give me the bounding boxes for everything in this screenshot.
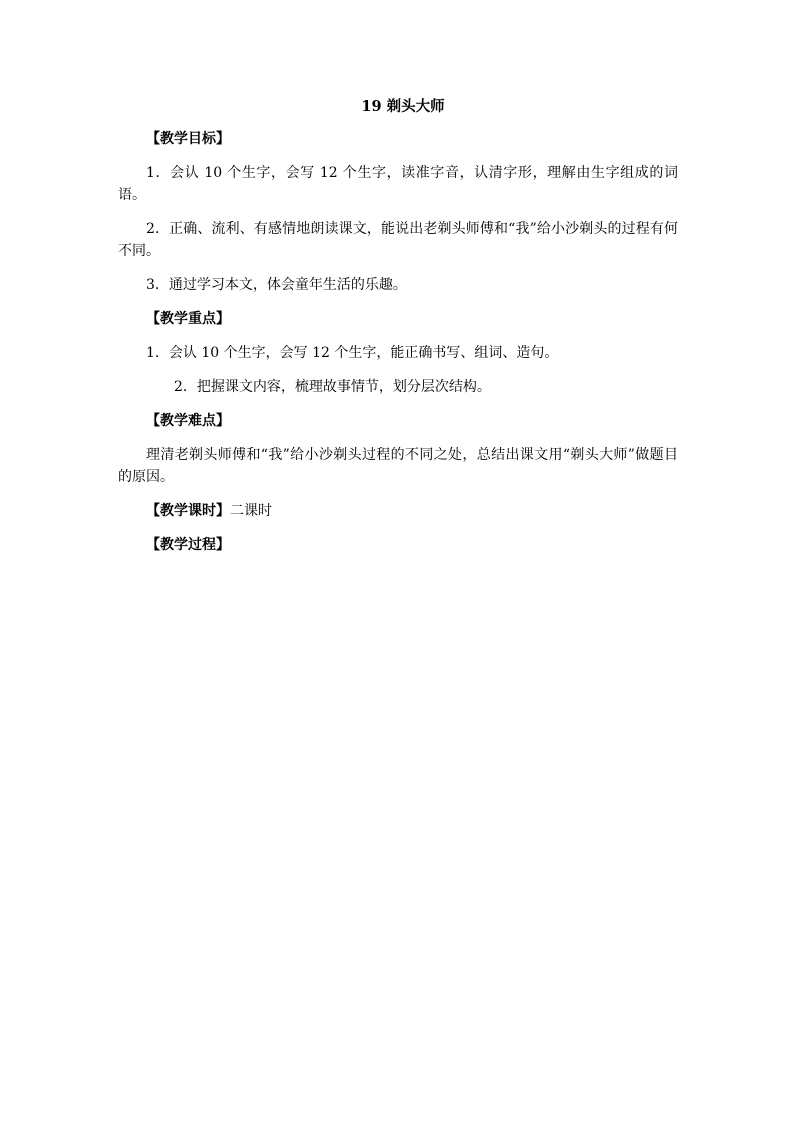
difficulty-text: 理清老剃头师傅和“我”给小沙剃头过程的不同之处，总结出课文用“剃头大师”做题目的原因。 bbox=[118, 447, 678, 485]
section-heading-difficulties: 【教学难点】 bbox=[146, 413, 230, 429]
section-heading-goals: 【教学目标】 bbox=[146, 131, 230, 147]
goal-item: 3．通过学习本文，体会童年生活的乐趣。 bbox=[146, 277, 407, 293]
section-heading-key-points: 【教学重点】 bbox=[146, 311, 230, 327]
goal-item: 2．正确、流利、有感情地朗读课文，能说出老剃头师傅和“我”给小沙剃头的过程有何不同。 bbox=[118, 221, 678, 259]
goal-item: 1．会认 10 个生字，会写 12 个生字，读准字音，认清字形，理解由生字组成的词语。 bbox=[118, 165, 678, 203]
key-point-item: 1．会认 10 个生字，会写 12 个生字，能正确书写、组词、造句。 bbox=[146, 345, 559, 361]
hours-label: 【教学课时】 bbox=[146, 503, 230, 519]
document-body bbox=[118, 96, 678, 568]
document-title: 19 剃头大师 bbox=[361, 98, 445, 115]
section-heading-hours bbox=[118, 500, 678, 522]
key-point-item: 2．把握课文内容，梳理故事情节，划分层次结构。 bbox=[174, 379, 491, 395]
section-heading-process: 【教学过程】 bbox=[146, 537, 230, 553]
hours-value: 二课时 bbox=[230, 503, 272, 519]
